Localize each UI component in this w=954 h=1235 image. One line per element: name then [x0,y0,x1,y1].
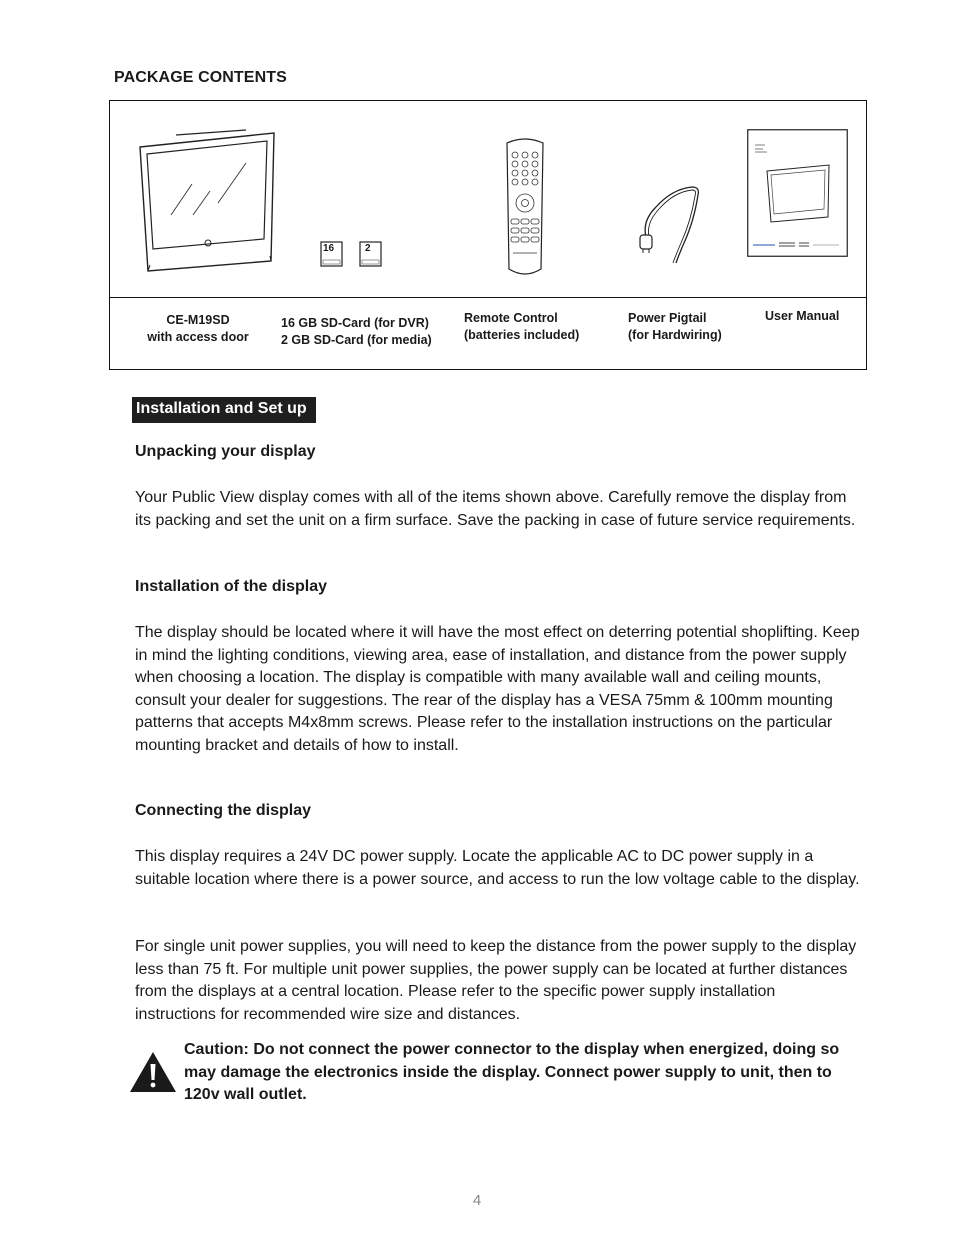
remote-control-illustration [503,137,547,277]
caption-sd-line2: 2 GB SD-Card (for media) [281,333,432,347]
caption-display [133,312,263,346]
display-monitor-illustration [136,129,278,275]
caption-sd-line1: 16 GB SD-Card (for DVR) [281,316,429,330]
package-contents-title: PACKAGE CONTENTS [114,69,287,86]
caption-sd-cards [281,315,432,349]
caption-power [628,310,722,344]
warning-triangle-icon [129,1051,177,1093]
sd-cards-illustration [320,241,384,272]
section-title-badge: Installation and Set up [132,397,316,423]
table-divider [110,297,866,298]
caption-manual [765,308,839,325]
connecting-body-1: This display requires a 24V DC power supply. Locate the applicable AC to DC power supply in a suitable location where there is a power source, and access to run the low voltage cable to the display. [135,848,860,888]
caption-remote-line2: (batteries included) [464,328,580,342]
package-contents-table [109,100,867,370]
connecting-body-2: For single unit power supplies, you will need to keep the distance from the power supply to the display less than 75 ft. For multiple unit power supplies, the power supply can be located at further distances from the displays at a central location. Please refer to the specific power supply installation instructions for recommended wire size and distances. [135,938,857,1023]
caption-display-line2: with access door [147,330,249,344]
unpacking-body: Your Public View display comes with all of the items shown above. Carefully remove the display from its packing and set the unit on a firm surface. Save the packing in case of future service requirements. [135,489,856,529]
caution-text: Caution: Do not connect the power connector to the display when energized, doing so may damage the electronics inside the display. Connect power supply to unit, then to 120v wall outlet. [184,1041,840,1103]
caption-remote-line1: Remote Control [464,311,558,325]
sd-card-16-label: 16 [323,243,335,254]
power-cable-illustration [632,181,702,265]
caption-manual-line1: User Manual [765,309,840,323]
caption-power-line2: (for Hardwiring) [628,328,722,342]
installation-heading: Installation of the display [135,578,328,595]
connecting-heading: Connecting the display [135,802,312,819]
unpacking-heading: Unpacking your display [135,443,316,460]
sd-card-2-label: 2 [365,243,371,254]
user-manual-illustration [747,129,848,257]
caption-power-line1: Power Pigtail [628,311,707,325]
page-number: 4 [472,1192,482,1209]
installation-body: The display should be located where it will have the most effect on deterring potential shoplifting. Keep in mind the lighting conditions, viewing area, ease of installation, and distance from the power supply when choosing a location. The display is compatible with many available wall and ceiling mounts, consult your dealer for suggestions. The rear of the display has a VESA 75mm & 100mm mounting patterns that accepts M4x8mm screws. Please refer to the installation instructions on the particular mounting bracket and details of how to install. [135,624,860,754]
caption-display-line1: CE-M19SD [166,313,230,327]
caption-remote [464,310,579,344]
